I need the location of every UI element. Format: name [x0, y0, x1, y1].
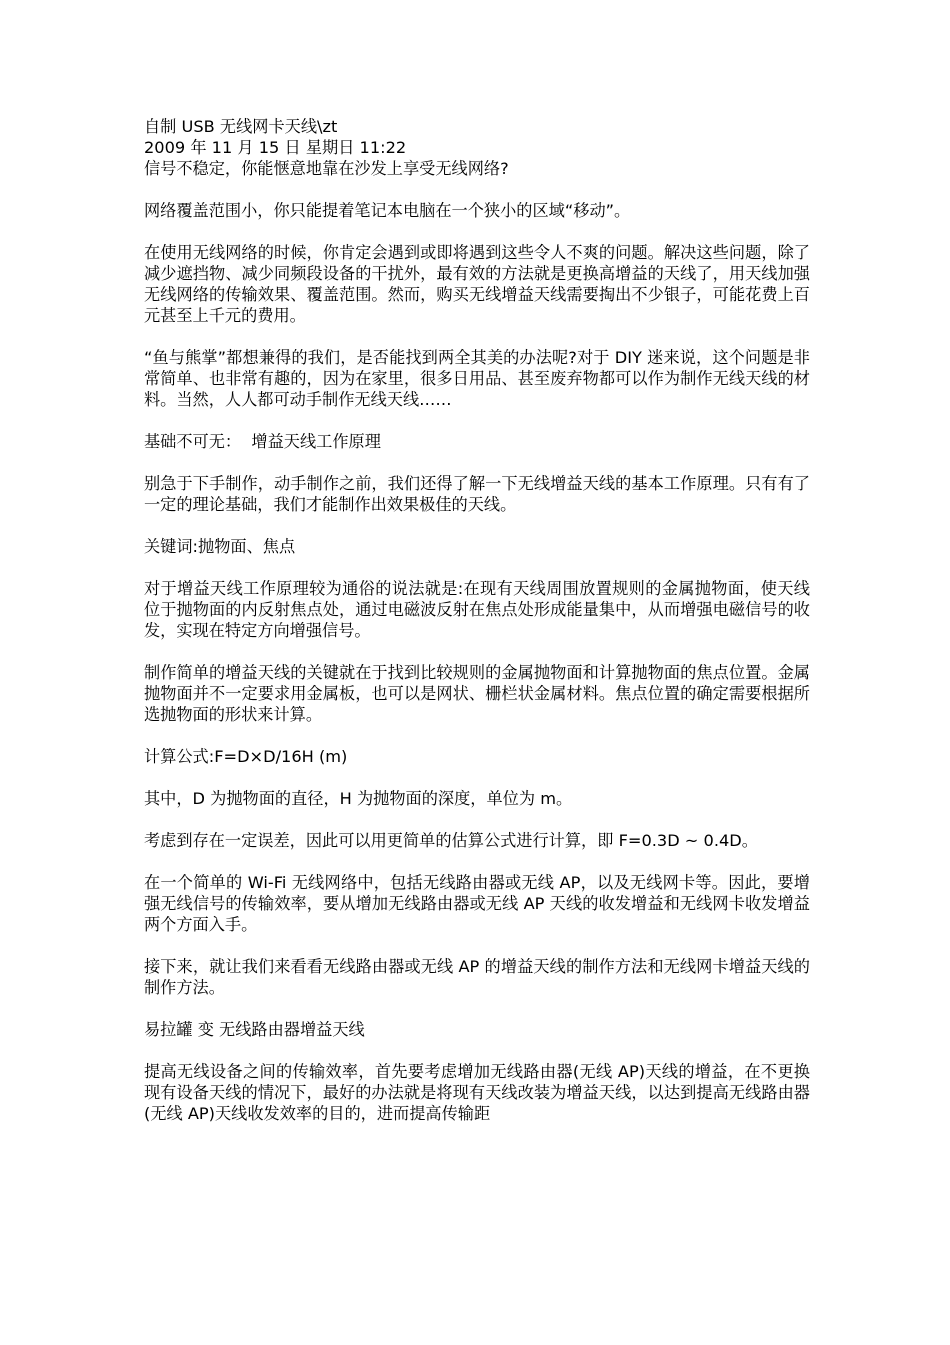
paragraph-diy: “鱼与熊掌”都想兼得的我们，是否能找到两全其美的办法呢?对于 DIY 迷来说，这个问题是非常简单、也非常有趣的，因为在家里，很多日用品、甚至废弃物都可以作为制作无线天线的材料。当然，人人都可动手制作无线天线……: [144, 348, 810, 409]
paragraph-key-to-antenna: 制作简单的增益天线的关键就在于找到比较规则的金属抛物面和计算抛物面的焦点位置。金属抛物面并不一定要求用金属板，也可以是网状、栅栏状金属材料。焦点位置的确定需要根据所选抛物面的形状来计算。: [144, 663, 810, 724]
paragraph-understand-principle: 别急于下手制作，动手制作之前，我们还得了解一下无线增益天线的基本工作原理。只有有了一定的理论基础，我们才能制作出效果极佳的天线。: [144, 474, 810, 514]
paragraph-principle-explained: 对于增益天线工作原理较为通俗的说法就是:在现有天线周围放置规则的金属抛物面，使天线位于抛物面的内反射焦点处，通过电磁波反射在焦点处形成能量集中，从而增强电磁信号的收发，实现在特定方向增强信号。: [144, 579, 810, 640]
paragraph-wifi-network: 在一个简单的 Wi-Fi 无线网络中，包括无线路由器或无线 AP，以及无线网卡等。因此，要增强无线信号的传输效率，要从增加无线路由器或无线 AP 天线的收发增益和无线网卡收发增益两个方面入手。: [144, 873, 810, 934]
document-title: 自制 USB 无线网卡天线\zt: [144, 117, 338, 136]
formula-line: 计算公式:F=D×D/16H (m): [144, 747, 348, 766]
paragraph-estimation-formula: 考虑到存在一定误差，因此可以用更简单的估算公式进行计算，即 F=0.3D ~ 0.4D。: [144, 831, 758, 850]
paragraph-next-steps: 接下来，就让我们来看看无线路由器或无线 AP 的增益天线的制作方法和无线网卡增益天线的制作方法。: [144, 957, 810, 997]
section-heading-principle: 基础不可无： 增益天线工作原理: [144, 432, 381, 451]
paragraph-coverage: 网络覆盖范围小，你只能提着笔记本电脑在一个狭小的区域“移动”。: [144, 201, 631, 220]
document-date: 2009 年 11 月 15 日 星期日 11:22: [144, 138, 407, 157]
paragraph-improve-efficiency: 提高无线设备之间的传输效率，首先要考虑增加无线路由器(无线 AP)天线的增益，在不更换现有设备天线的情况下，最好的办法就是将现有天线改装为增益天线，以达到提高无线路由器(无线 AP)天线收发效率的目的，进而提高传输距: [144, 1062, 810, 1123]
paragraph-formula-variables: 其中，D 为抛物面的直径，H 为抛物面的深度，单位为 m。: [144, 789, 573, 808]
intro-paragraph: 信号不稳定，你能惬意地靠在沙发上享受无线网络?: [144, 159, 509, 178]
keywords-line: 关键词:抛物面、焦点: [144, 537, 296, 556]
paragraph-problems: 在使用无线网络的时候，你肯定会遇到或即将遇到这些令人不爽的问题。解决这些问题，除了减少遮挡物、减少同频段设备的干扰外，最有效的方法就是更换高增益的天线了，用天线加强无线网络的传输效果、覆盖范围。然而，购买无线增益天线需要掏出不少银子，可能花费上百元甚至上千元的费用。: [144, 243, 810, 325]
section-heading-can-antenna: 易拉罐 变 无线路由器增益天线: [144, 1020, 365, 1039]
document-page: [144, 116, 810, 1124]
